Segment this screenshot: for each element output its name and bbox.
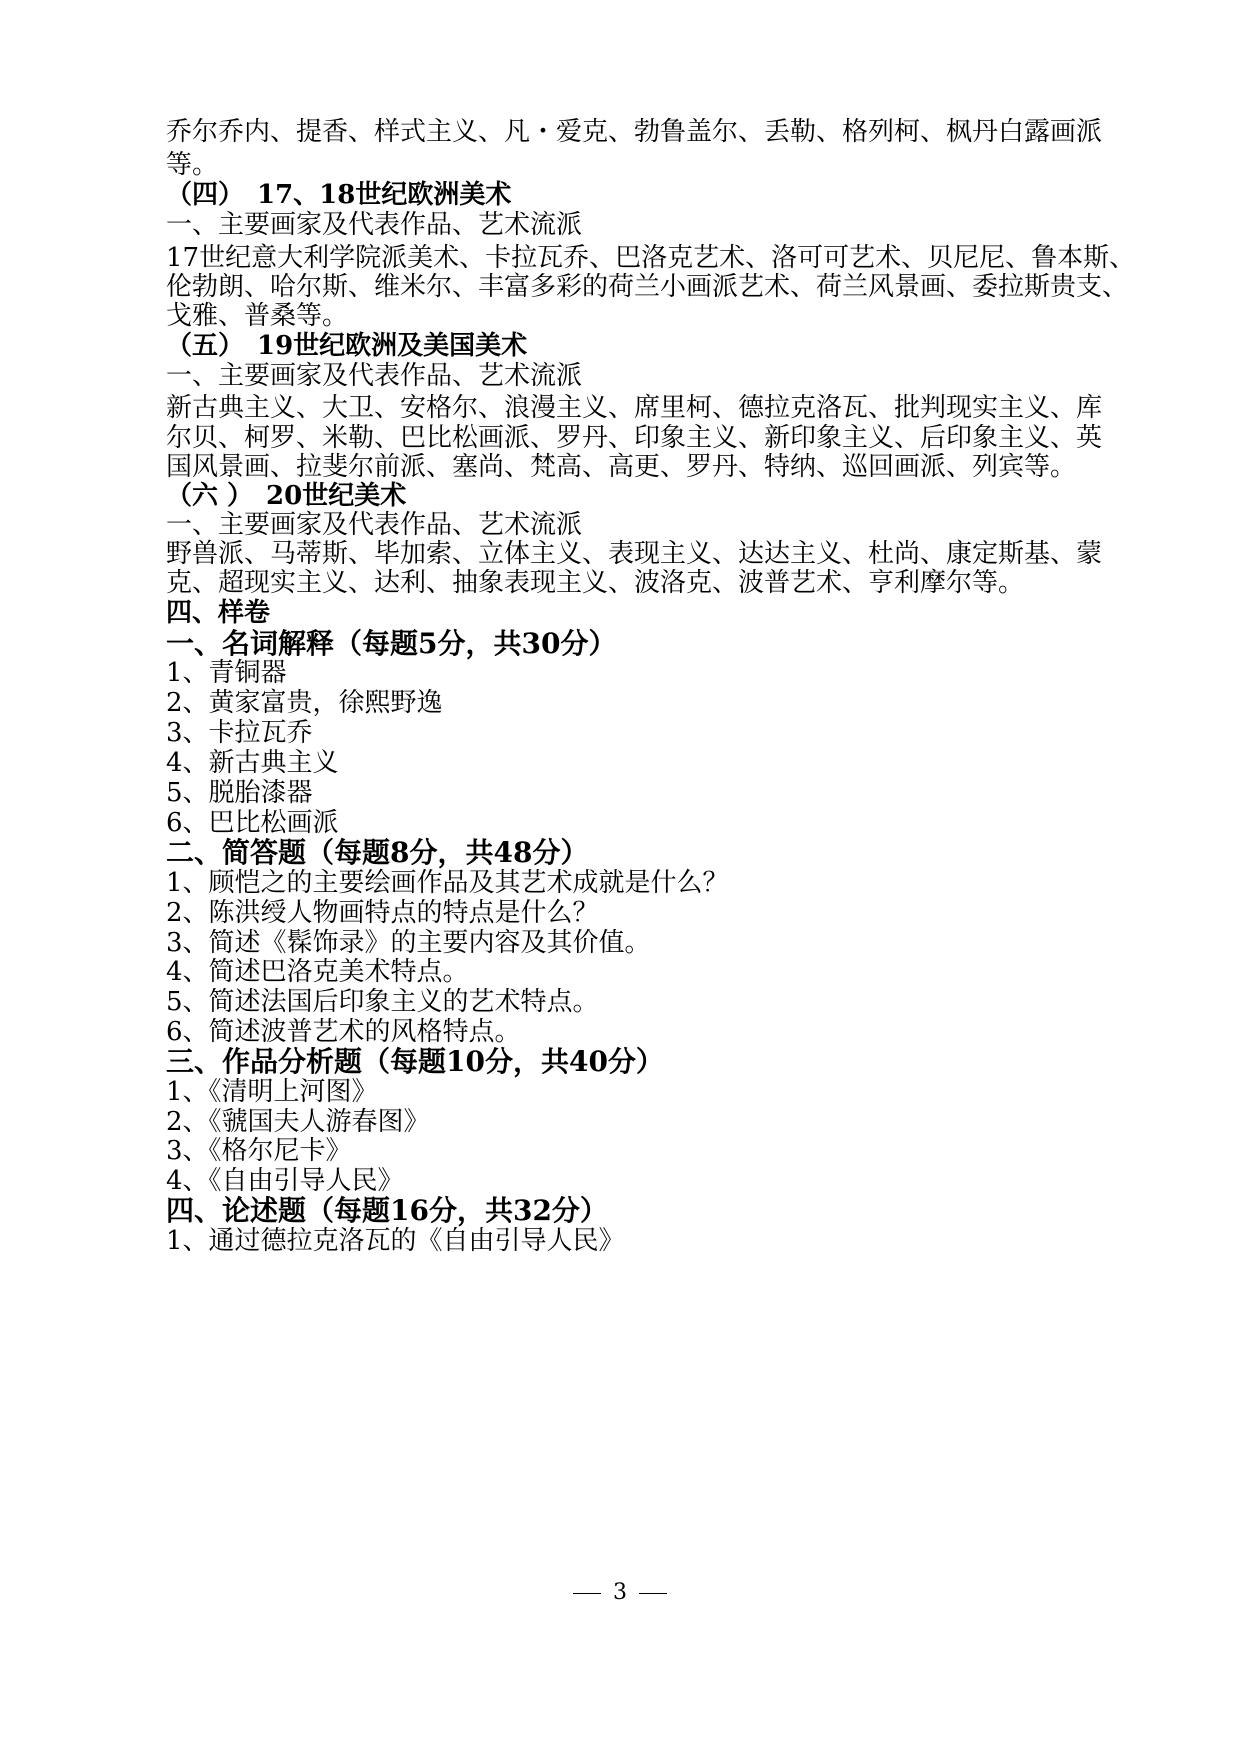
text-line: 一、主要画家及代表作品、艺术流派	[166, 210, 583, 240]
question-item: 6、简述波普艺术的风格特点。	[166, 1017, 521, 1047]
question-item: 1、《清明上河图》	[166, 1077, 378, 1107]
exam-part-heading: 二、简答题（每题8分，共48分）	[166, 836, 589, 869]
exam-part-heading: 一、名词解释（每题5分，共30分）	[166, 627, 617, 660]
question-item: 2、陈洪绶人物画特点的特点是什么？	[166, 898, 599, 928]
page-number: 3	[613, 1580, 627, 1605]
text-line: 一、主要画家及代表作品、艺术流派	[166, 510, 583, 540]
text-line: 戈雅、普桑等。	[166, 301, 349, 331]
question-item: 3、《格尔尼卡》	[166, 1136, 352, 1166]
question-item: 1、通过德拉克洛瓦的《自由引导人民》	[166, 1226, 625, 1256]
question-item: 4、《自由引导人民》	[166, 1166, 404, 1196]
text-line: 17世纪意大利学院派美术、卡拉瓦乔、巴洛克艺术、洛可可艺术、贝尼尼、鲁本斯、	[166, 243, 1136, 273]
section-heading: （五） 19世纪欧洲及美国美术	[166, 331, 528, 361]
question-item: 4、简述巴洛克美术特点。	[166, 957, 469, 987]
question-item: 5、脱胎漆器	[166, 778, 313, 808]
page-footer	[0, 1580, 1240, 1605]
footer-dash	[639, 1593, 667, 1594]
text-line: 新古典主义、大卫、安格尔、浪漫主义、席里柯、德拉克洛瓦、批判现实主义、库	[166, 393, 1103, 423]
text-line: 野兽派、马蒂斯、毕加索、立体主义、表现主义、达达主义、杜尚、康定斯基、蒙	[166, 539, 1103, 569]
text-line: 克、超现实主义、达利、抽象表现主义、波洛克、波普艺术、亨利摩尔等。	[166, 568, 1025, 598]
question-item: 3、简述《髹饰录》的主要内容及其价值。	[166, 928, 651, 958]
question-item: 1、青铜器	[166, 658, 287, 688]
question-item: 2、黄家富贵，徐熙野逸	[166, 688, 443, 718]
question-item: 2、《虢国夫人游春图》	[166, 1107, 430, 1137]
question-item: 3、卡拉瓦乔	[166, 718, 313, 748]
text-line: 乔尔乔内、提香、样式主义、凡・爱克、勃鲁盖尔、丢勒、格列柯、枫丹白露画派	[166, 117, 1103, 147]
question-item: 6、巴比松画派	[166, 808, 339, 838]
text-line: 一、主要画家及代表作品、艺术流派	[166, 361, 583, 391]
question-item: 5、简述法国后印象主义的艺术特点。	[166, 987, 599, 1017]
section-heading: （四） 17、18世纪欧洲美术	[166, 180, 512, 210]
text-line: 尔贝、柯罗、米勒、巴比松画派、罗丹、印象主义、新印象主义、后印象主义、英	[166, 423, 1103, 453]
text-line: 国风景画、拉斐尔前派、塞尚、梵高、高更、罗丹、特纳、巡回画派、列宾等。	[166, 452, 1077, 482]
exam-part-heading: 三、作品分析题（每题10分，共40分）	[166, 1045, 664, 1078]
text-line: 等。	[166, 150, 219, 180]
footer-dash	[573, 1593, 601, 1594]
question-item: 4、新古典主义	[166, 748, 339, 778]
section-heading: 四、样卷	[166, 598, 271, 628]
section-heading: （六 ） 20世纪美术	[166, 481, 407, 511]
text-line: 伦勃朗、哈尔斯、维米尔、丰富多彩的荷兰小画派艺术、荷兰风景画、委拉斯贵支、	[166, 272, 1129, 302]
exam-part-heading: 四、论述题（每题16分，共32分）	[166, 1194, 608, 1227]
question-item: 1、顾恺之的主要绘画作品及其艺术成就是什么？	[166, 868, 729, 898]
